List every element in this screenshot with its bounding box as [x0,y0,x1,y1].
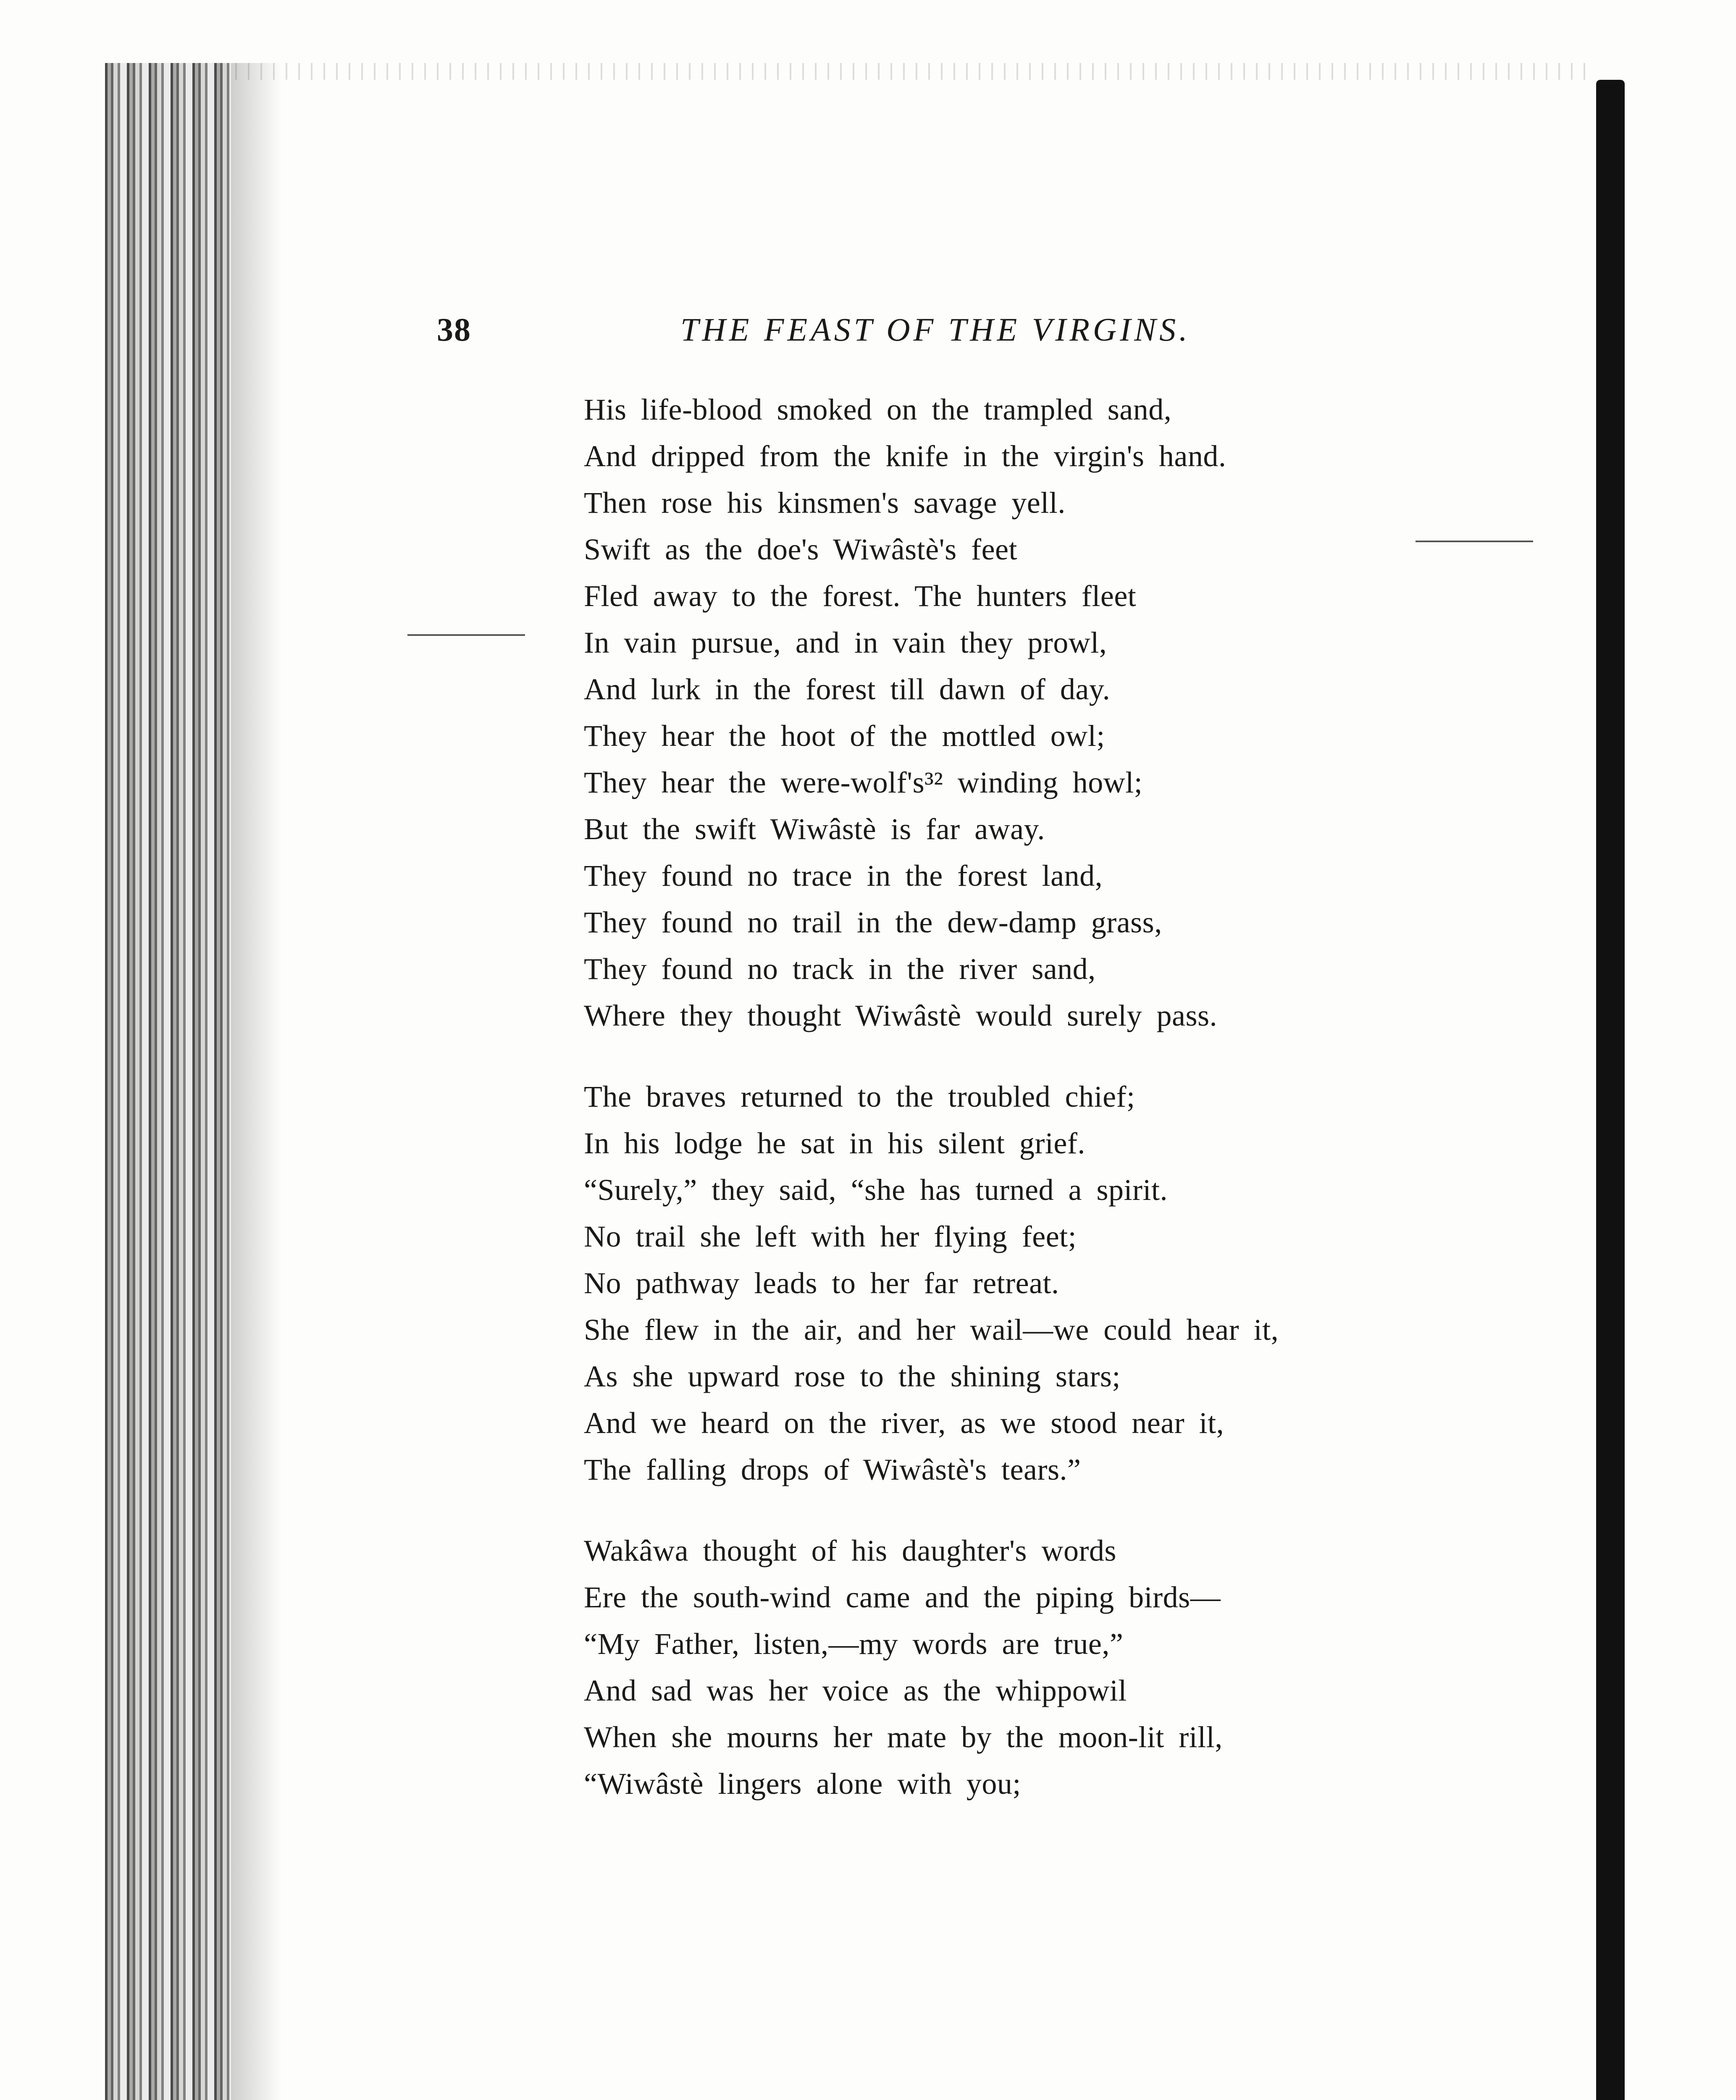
poem-line: Swift as the doe's Wiwâstè's feet [584,533,1018,566]
stanza [584,1074,1407,1493]
stanza [584,1528,1407,1807]
poem-line: And sad was her voice as the whippowil [584,1674,1127,1707]
poem-line: The braves returned to the troubled chief; [584,1080,1135,1113]
poem-line: They found no trace in the forest land, [584,859,1103,892]
poem-line: And we heard on the river, as we stood near it, [584,1406,1224,1440]
poem-line: His life-blood smoked on the trampled sand, [584,393,1172,426]
binding-shadow [231,63,281,2100]
poem-line: As she upward rose to the shining stars; [584,1360,1121,1393]
poem-text [584,386,1407,1842]
poem-line: They hear the hoot of the mottled owl; [584,719,1105,753]
scan-mark [1416,541,1533,542]
stanza [584,386,1407,1039]
poem-line: She flew in the air, and her wail—we could hear it, [584,1313,1279,1347]
poem-line: They found no track in the river sand, [584,952,1096,986]
poem-line: “Wiwâstè lingers alone with you; [584,1767,1021,1801]
poem-line: They hear the were-wolf's³² winding howl; [584,766,1143,799]
poem-line: No trail she left with her flying feet; [584,1220,1077,1253]
poem-line: In vain pursue, and in vain they prowl, [584,626,1107,659]
poem-line: No pathway leads to her far retreat. [584,1266,1059,1300]
poem-line: Wakâwa thought of his daughter's words [584,1534,1116,1567]
poem-line: When she mourns her mate by the moon-lit rill, [584,1720,1223,1754]
scan-mark [407,634,525,636]
poem-line: “Surely,” they said, “she has turned a spirit. [584,1173,1168,1207]
poem-line: The falling drops of Wiwâstè's tears.” [584,1453,1081,1486]
poem-line: But the swift Wiwâstè is far away. [584,812,1045,846]
scan-noise-top [235,63,1596,80]
poem-line: Fled away to the forest. The hunters fleet [584,579,1137,613]
page-header [437,311,1403,361]
running-title: THE FEAST OF THE VIRGINS. [680,311,1191,348]
poem-line: Ere the south-wind came and the piping birds— [584,1580,1221,1614]
poem-line: And lurk in the forest till dawn of day. [584,672,1111,706]
book-binding-edge-left [105,63,231,2100]
poem-line: And dripped from the knife in the virgin's hand. [584,439,1226,473]
poem-line: “My Father, listen,—my words are true,” [584,1627,1124,1661]
book-binding-edge-right [1596,80,1625,2100]
poem-line: Where they thought Wiwâstè would surely pass. [584,999,1217,1032]
poem-line: In his lodge he sat in his silent grief. [584,1126,1085,1160]
page-number: 38 [437,311,471,348]
poem-line: They found no trail in the dew-damp grass, [584,906,1162,939]
poem-line: Then rose his kinsmen's savage yell. [584,486,1066,520]
